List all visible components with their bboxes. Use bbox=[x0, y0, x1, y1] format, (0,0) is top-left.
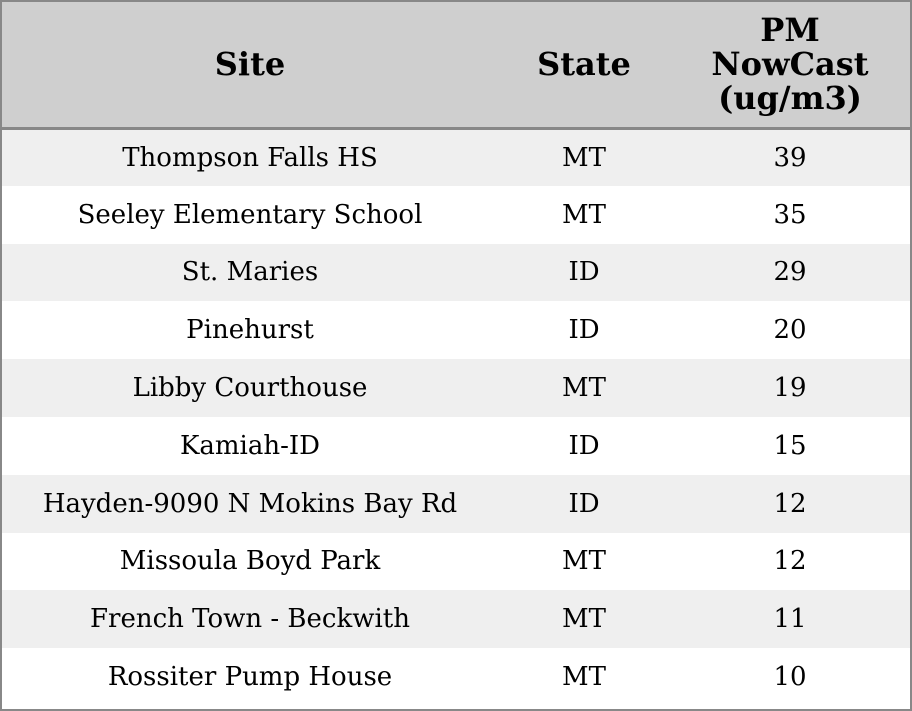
cell-pm-nowcast: 35 bbox=[773, 199, 807, 230]
cell-state: ID bbox=[568, 315, 600, 346]
cell-site: Hayden-9090 N Mokins Bay Rd bbox=[42, 488, 458, 519]
table-row bbox=[2, 417, 910, 475]
column-header-state: State bbox=[537, 45, 631, 84]
cell-site: Missoula Boyd Park bbox=[119, 546, 381, 577]
cell-pm-nowcast: 39 bbox=[773, 142, 807, 173]
table-row bbox=[2, 359, 910, 417]
cell-state: MT bbox=[562, 546, 606, 577]
table-row bbox=[2, 301, 910, 359]
cell-pm-nowcast: 12 bbox=[773, 488, 807, 519]
cell-state: ID bbox=[568, 488, 600, 519]
table-row bbox=[2, 590, 910, 648]
cell-state: MT bbox=[562, 604, 606, 635]
cell-pm-nowcast: 15 bbox=[773, 430, 807, 461]
cell-site: St. Maries bbox=[181, 257, 319, 288]
cell-site: Thompson Falls HS bbox=[122, 142, 378, 173]
header-row bbox=[2, 2, 910, 128]
cell-site: Seeley Elementary School bbox=[77, 199, 423, 230]
cell-pm-nowcast: 29 bbox=[773, 257, 807, 288]
cell-site: Rossiter Pump House bbox=[107, 662, 393, 693]
cell-state: ID bbox=[568, 257, 600, 288]
cell-state: MT bbox=[562, 199, 606, 230]
table-body bbox=[2, 128, 910, 706]
cell-state: MT bbox=[562, 373, 606, 404]
column-header-site: Site bbox=[214, 45, 286, 84]
cell-pm-nowcast: 12 bbox=[773, 546, 807, 577]
cell-state: MT bbox=[562, 662, 606, 693]
table-row bbox=[2, 475, 910, 533]
column-header-pm-line-1: PM bbox=[760, 11, 820, 50]
cell-pm-nowcast: 10 bbox=[773, 662, 807, 693]
column-header-pm-nowcast bbox=[670, 2, 910, 128]
cell-pm-nowcast: 19 bbox=[773, 373, 807, 404]
cell-pm-nowcast: 20 bbox=[773, 315, 807, 346]
cell-site: Libby Courthouse bbox=[132, 373, 368, 404]
table-row bbox=[2, 244, 910, 302]
table-header bbox=[2, 2, 910, 128]
cell-state: MT bbox=[562, 142, 606, 173]
column-header-pm-line-3: (ug/m3) bbox=[718, 79, 862, 118]
cell-site: French Town - Beckwith bbox=[89, 604, 411, 635]
table-row bbox=[2, 128, 910, 186]
table-row bbox=[2, 186, 910, 244]
column-header-pm-line-2: NowCast bbox=[711, 45, 869, 84]
cell-pm-nowcast: 11 bbox=[773, 604, 807, 635]
table-row bbox=[2, 533, 910, 591]
cell-state: ID bbox=[568, 430, 600, 461]
pm-nowcast-table bbox=[2, 2, 910, 706]
cell-site: Pinehurst bbox=[186, 315, 314, 346]
cell-site: Kamiah-ID bbox=[179, 430, 321, 461]
table-row bbox=[2, 648, 910, 706]
